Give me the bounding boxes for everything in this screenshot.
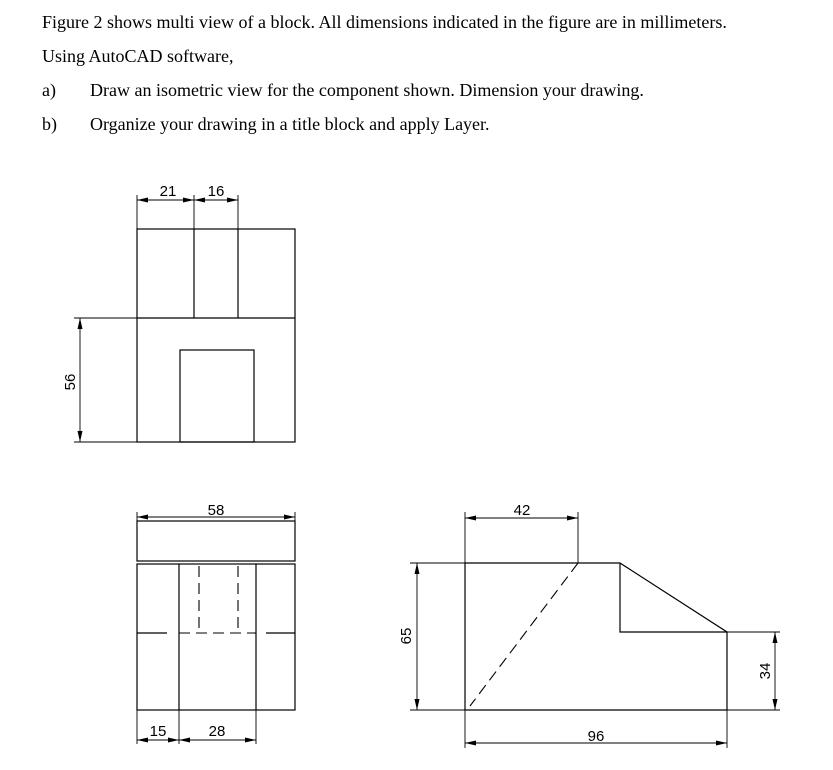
arrow-head [773,699,778,710]
arrow-head [183,198,194,203]
dim-65: 65 [398,627,415,645]
arrow-head [284,515,295,520]
item-a-text: Draw an isometric view for the component shown. Dimension your drawing. [90,80,644,100]
item-a-letter: a) [42,80,56,100]
item-b-text: Organize your drawing in a title block and apply Layer. [90,114,490,134]
dim-21: 21 [159,183,177,200]
dim-56: 56 [62,373,79,391]
arrow-head [137,738,148,743]
dim-28: 28 [208,723,226,740]
arrow-head [168,738,179,743]
dim-96: 96 [587,728,605,745]
front-view-body [137,564,295,710]
dim-58: 58 [207,502,225,519]
top-view-pocket [180,350,254,442]
dim-16: 16 [207,183,225,200]
arrow-head [415,699,420,710]
arrow-head [227,198,238,203]
dim-15: 15 [149,723,167,740]
side-view [398,502,780,748]
arrow-head [465,516,476,521]
arrow-head [773,632,778,643]
arrow-head [716,741,727,746]
arrow-head [465,741,476,746]
top-view [62,183,295,442]
arrow-head [78,431,83,442]
arrow-head [137,515,148,520]
dim-42: 42 [513,502,531,519]
side-view-outline [465,563,727,710]
front-view [137,502,295,744]
top-view-outline [137,229,295,442]
arrow-head [137,198,148,203]
arrow-head [567,516,578,521]
dim-34: 34 [757,662,774,680]
intro-line-1: Figure 2 shows multi view of a block. All dimensions indicated in the figure are in millimeters. [42,12,727,32]
intro-line-2: Using AutoCAD software, [42,46,234,66]
item-b-letter: b) [42,114,57,134]
arrow-head [194,198,205,203]
arrow-head [415,563,420,574]
front-view-top-band [137,521,295,561]
side-view-hidden-diagonal [470,563,578,706]
arrow-head [179,738,190,743]
arrow-head [78,318,83,329]
arrow-head [245,738,256,743]
